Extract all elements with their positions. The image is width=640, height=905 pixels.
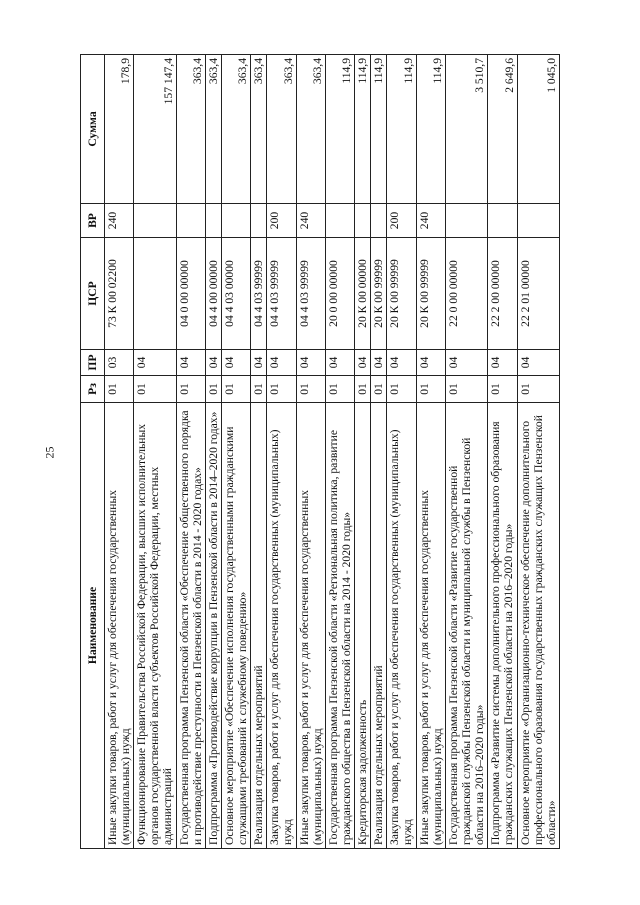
cell-pr: 04 (416, 350, 445, 376)
cell-vr (176, 204, 205, 238)
cell-csr: 04 0 00 00000 (176, 238, 205, 350)
header-sum: Сумма (81, 55, 105, 204)
cell-csr: 04 4 00 00000 (205, 238, 221, 350)
cell-rz: 01 (205, 376, 221, 403)
table-row (416, 55, 445, 849)
header-pr: ПР (81, 350, 105, 376)
cell-sum: 363,4 (205, 55, 221, 204)
cell-vr: 200 (267, 204, 296, 238)
cell-pr: 04 (517, 350, 559, 376)
header-csr: ЦСР (81, 238, 105, 350)
cell-rz: 01 (371, 376, 387, 403)
cell-vr: 200 (387, 204, 416, 238)
cell-csr: 04 4 03 99999 (296, 238, 325, 350)
cell-csr: 20 К 00 00000 (355, 238, 371, 350)
cell-name: Государственная программа Пензенской области «Обеспечение общественного порядка и противодействие преступности в Пензенской области в 2014 - 2020 годах» (176, 403, 205, 849)
cell-sum: 1 045,0 (517, 55, 559, 204)
cell-sum: 114,9 (416, 55, 445, 204)
cell-sum: 114,9 (371, 55, 387, 204)
cell-pr: 04 (296, 350, 325, 376)
cell-rz: 01 (267, 376, 296, 403)
table-row (105, 55, 134, 849)
table-row (488, 55, 517, 849)
cell-vr (355, 204, 371, 238)
cell-vr: 240 (105, 204, 134, 238)
cell-rz: 01 (134, 376, 176, 403)
cell-csr: 04 4 03 99999 (251, 238, 267, 350)
cell-rz: 01 (325, 376, 354, 403)
cell-rz: 01 (176, 376, 205, 403)
table-row (267, 55, 296, 849)
cell-sum: 2 649,6 (488, 55, 517, 204)
cell-vr (205, 204, 221, 238)
cell-name: Реализация отдельных мероприятий (251, 403, 267, 849)
cell-pr: 04 (205, 350, 221, 376)
cell-name: Государственная программа Пензенской области «Развитие государственной гражданской службы Пензенской области и муниципальной службы в Пензенской области на 2016–2020 годы» (445, 403, 487, 849)
cell-vr (445, 204, 487, 238)
cell-sum: 114,9 (325, 55, 354, 204)
cell-sum: 3 510,7 (445, 55, 487, 204)
table-row (387, 55, 416, 849)
cell-sum: 363,4 (222, 55, 251, 204)
cell-name: Закупка товаров, работ и услуг для обеспечения государственных (муниципальных) нужд (387, 403, 416, 849)
cell-rz: 01 (222, 376, 251, 403)
cell-name: Иные закупки товаров, работ и услуг для обеспечения государственных (муниципальных) нужд (296, 403, 325, 849)
header-vr: ВР (81, 204, 105, 238)
cell-rz: 01 (488, 376, 517, 403)
cell-sum: 157 147,4 (134, 55, 176, 204)
cell-sum: 363,4 (267, 55, 296, 204)
cell-rz: 01 (355, 376, 371, 403)
cell-pr: 04 (267, 350, 296, 376)
cell-csr: 22 2 01 00000 (517, 238, 559, 350)
cell-csr: 04 4 03 00000 (222, 238, 251, 350)
cell-rz: 01 (416, 376, 445, 403)
table-row (251, 55, 267, 849)
cell-sum: 363,4 (251, 55, 267, 204)
cell-vr (134, 204, 176, 238)
cell-pr: 04 (355, 350, 371, 376)
table-row (222, 55, 251, 849)
cell-vr (371, 204, 387, 238)
cell-vr (222, 204, 251, 238)
cell-pr: 04 (176, 350, 205, 376)
cell-sum: 178,9 (105, 55, 134, 204)
cell-rz: 01 (445, 376, 487, 403)
cell-csr: 22 0 00 00000 (445, 238, 487, 350)
cell-name: Кредиторская задолженность (355, 403, 371, 849)
table-row (445, 55, 487, 849)
cell-vr (251, 204, 267, 238)
cell-pr: 04 (325, 350, 354, 376)
cell-csr: 22 2 00 00000 (488, 238, 517, 350)
cell-rz: 01 (105, 376, 134, 403)
cell-pr: 04 (445, 350, 487, 376)
cell-name: Иные закупки товаров, работ и услуг для обеспечения государственных (муниципальных) нужд (105, 403, 134, 849)
cell-vr (325, 204, 354, 238)
cell-rz: 01 (517, 376, 559, 403)
budget-table-rotated (80, 55, 560, 849)
table-row (205, 55, 221, 849)
cell-name: Подпрограмма «Противодействие коррупции в Пензенской области в 2014–2020 годах» (205, 403, 221, 849)
table-row (355, 55, 371, 849)
cell-name: Функционирование Правительства Российской Федерации, высших исполнительных органов государственной власти субъектов Российской Федерации, местных администраций (134, 403, 176, 849)
cell-csr: 04 4 03 99999 (267, 238, 296, 350)
cell-csr: 20 К 00 99999 (387, 238, 416, 350)
cell-pr: 04 (251, 350, 267, 376)
cell-pr: 04 (387, 350, 416, 376)
cell-pr: 04 (371, 350, 387, 376)
page-number: 25 (42, 446, 57, 459)
table-row (176, 55, 205, 849)
cell-vr (488, 204, 517, 238)
cell-name: Реализация отдельных мероприятий (371, 403, 387, 849)
cell-vr (517, 204, 559, 238)
cell-rz: 01 (387, 376, 416, 403)
cell-name: Основное мероприятие «Организационно-техническое обеспечение дополнительного профессионального образования государственных гражданских служащих Пензенской области» (517, 403, 559, 849)
cell-pr: 03 (105, 350, 134, 376)
cell-rz: 01 (251, 376, 267, 403)
cell-name: Основное мероприятие «Обеспечение исполнения государственными гражданскими служащими требований к служебному поведению» (222, 403, 251, 849)
cell-vr: 240 (416, 204, 445, 238)
cell-csr: 73 К 00 02200 (105, 238, 134, 350)
cell-rz: 01 (296, 376, 325, 403)
table-row (296, 55, 325, 849)
cell-pr: 04 (134, 350, 176, 376)
cell-sum: 114,9 (387, 55, 416, 204)
cell-name: Закупка товаров, работ и услуг для обеспечения государственных (муниципальных) нужд (267, 403, 296, 849)
table-row (371, 55, 387, 849)
cell-csr: 20 К 00 99999 (416, 238, 445, 350)
table-row (134, 55, 176, 849)
table-row (517, 55, 559, 849)
cell-name: Иные закупки товаров, работ и услуг для обеспечения государственных (муниципальных) нужд (416, 403, 445, 849)
table-header-row (81, 55, 105, 849)
header-rz: Рз (81, 376, 105, 403)
table-row (325, 55, 354, 849)
cell-csr (134, 238, 176, 350)
header-name: Наименование (81, 403, 105, 849)
cell-csr: 20 К 00 99999 (371, 238, 387, 350)
cell-sum: 363,4 (296, 55, 325, 204)
cell-csr: 20 0 00 00000 (325, 238, 354, 350)
cell-vr: 240 (296, 204, 325, 238)
cell-name: Государственная программа Пензенской области «Региональная политика, развитие гражданского общества в Пензенской области на 2014 - 2020 годы» (325, 403, 354, 849)
cell-sum: 363,4 (176, 55, 205, 204)
cell-sum: 114,9 (355, 55, 371, 204)
cell-pr: 04 (488, 350, 517, 376)
budget-table (80, 54, 560, 849)
cell-pr: 04 (222, 350, 251, 376)
cell-name: Подпрограмма «Развитие системы дополнительного профессионального образования гражданских служащих Пензенской области на 2016–2020 годы» (488, 403, 517, 849)
